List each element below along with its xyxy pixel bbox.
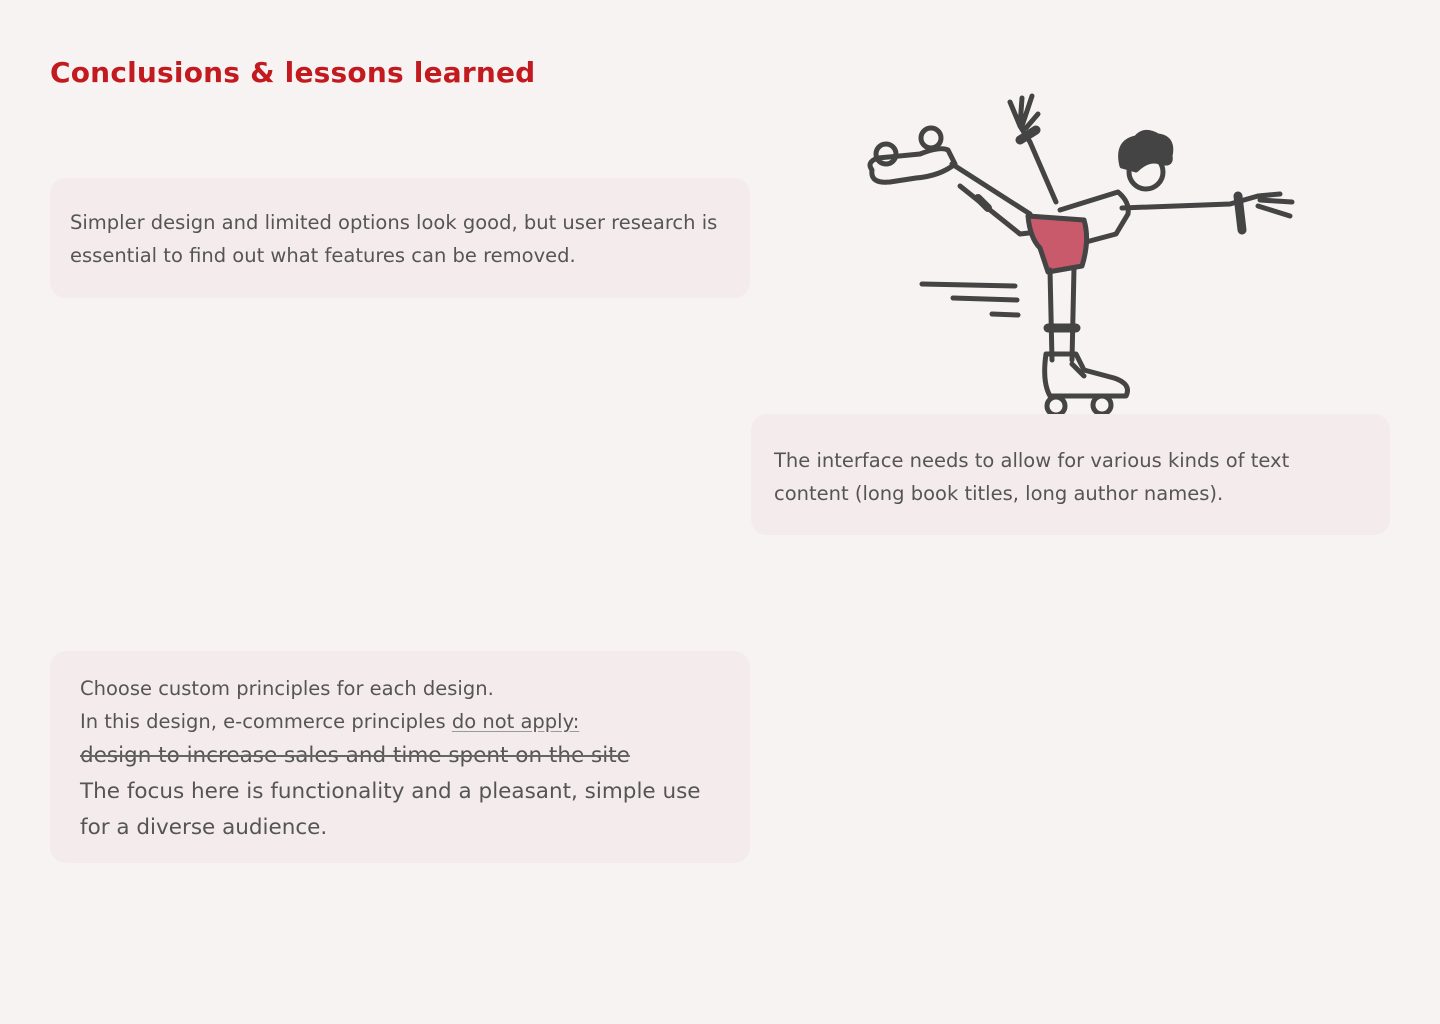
wheel: [921, 128, 941, 148]
speed-line: [953, 298, 1017, 300]
raised-leg: [952, 164, 1038, 234]
speed-line: [992, 314, 1018, 315]
lesson-card-custom-principles: [50, 651, 750, 863]
lesson-card-text-content: [751, 414, 1390, 535]
raised-arm: [1010, 96, 1056, 202]
lesson-text: The interface needs to allow for various kinds of text content (long book titles, long author names).: [774, 449, 1290, 505]
rollerskater-illustration: [860, 92, 1300, 422]
standing-leg: [1050, 268, 1074, 360]
focus-text: The focus here is functionality and a pleasant, simple use for a diverse audience.: [80, 779, 701, 840]
principles-prefix: In this design, e-commerce principles: [80, 710, 452, 733]
wheel: [1047, 397, 1065, 415]
strikethrough-text: design to increase sales and time spent on the site: [80, 743, 630, 768]
shorts: [1028, 216, 1087, 272]
wheel: [1093, 396, 1111, 414]
strikethrough-line: [80, 738, 730, 774]
extended-arm: [1122, 194, 1292, 216]
wrist-band: [1238, 196, 1242, 230]
principles-intro: Choose custom principles for each design.: [80, 677, 494, 700]
speed-line: [922, 284, 1015, 286]
do-not-apply-text: do not apply:: [451, 710, 580, 733]
wheel: [876, 144, 896, 164]
principles-line: [80, 705, 730, 738]
lesson-card-simpler-design: [50, 178, 750, 298]
knee-pad: [978, 198, 988, 208]
curly-hair: [1121, 132, 1171, 170]
lesson-text: Simpler design and limited options look good, but user research is essential to find out what features can be removed.: [70, 211, 718, 267]
page-title: Conclusions & lessons learned: [50, 56, 536, 89]
